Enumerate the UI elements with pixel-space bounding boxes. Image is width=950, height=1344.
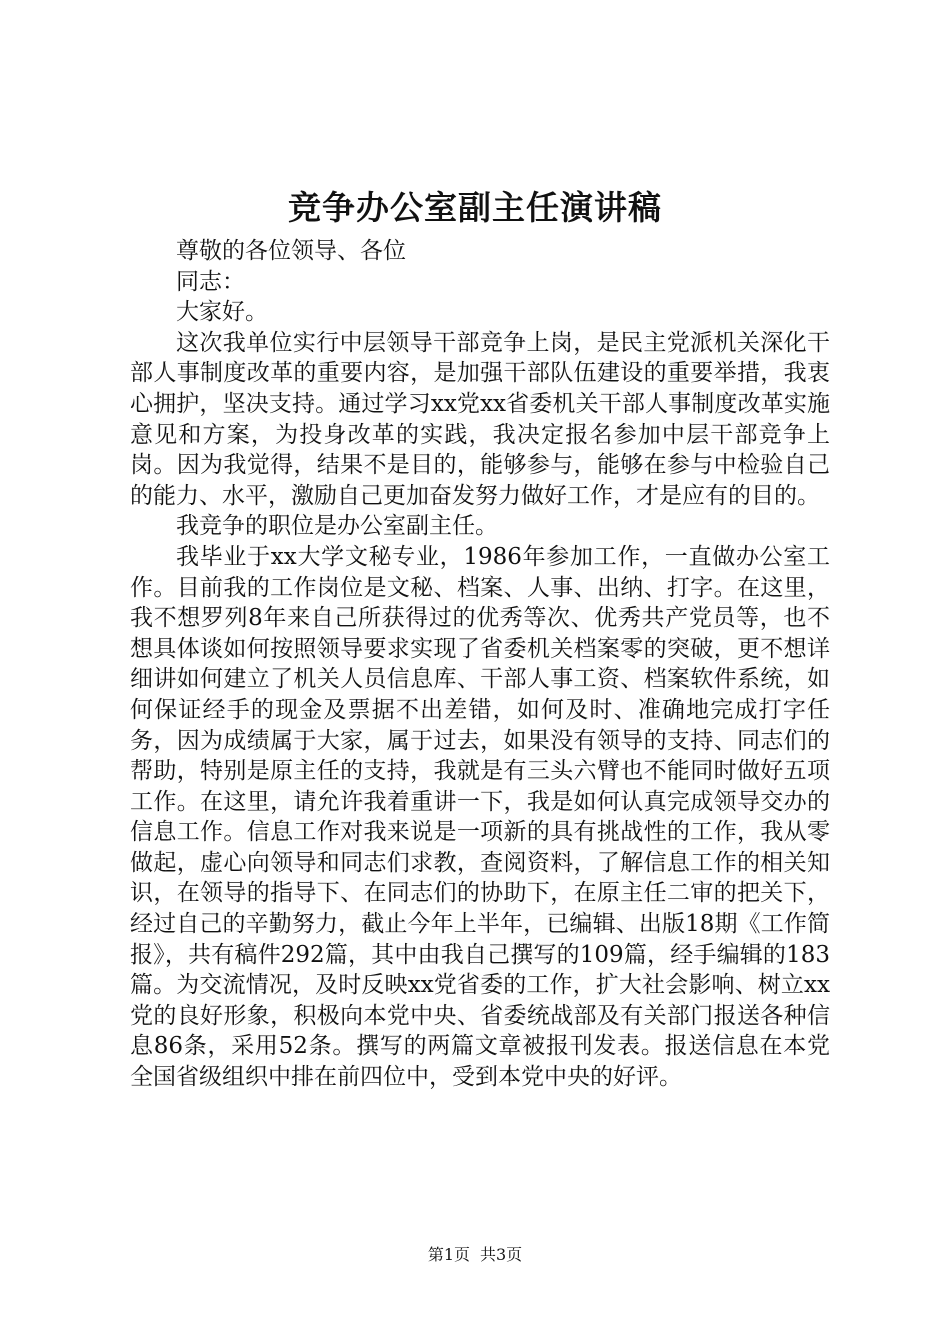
salutation-line-1: 尊敬的各位领导、各位 <box>176 238 406 264</box>
page-number: 第1页 <box>427 1245 470 1264</box>
salutation-line-2: 同志： <box>176 268 245 295</box>
document-body <box>130 236 830 1093</box>
paragraph-position: 我竞争的职位是办公室副主任。 <box>176 513 498 540</box>
paragraph-experience: 我毕业于xx大学文秘专业，1986年参加工作，一直做办公室工作。目前我的工作岗位是文秘、档案、人事、出纳、打字。在这里，我不想罗列8年来自己所获得过的优秀等次、优秀共产党员等，也不想具体谈如何按照领导要求实现了省委机关档案零的突破，更不想详细讲如何建立了机关人员信息库、干部人事工资、档案软件系统，如何保证经手的现金及票据不出差错，如何及时、准确地完成打字任务，因为成绩属于大家，属于过去，如果没有领导的支持、同志们的帮助，特别是原主任的支持，我就是有三头六臂也不能同时做好五项工作。在这里，请允许我着重讲一下，我是如何认真完成领导交办的信息工作。信息工作对我来说是一项新的具有挑战性的工作，我从零做起，虚心向领导和同志们求教，查阅资料，了解信息工作的相关知识，在领导的指导下、在同志们的协助下，在原主任二审的把关下，经过自己的辛勤努力，截止今年上半年，已编辑、出版18期《工作简报》，共有稿件292篇，其中由我自己撰写的109篇，经手编辑的183篇。为交流情况，及时反映xx党省委的工作，扩大社会影响、树立xx党的良好形象，积极向本党中央、省委统战部及有关部门报送各种信息86条，采用52条。撰写的两篇文章被报刊发表。报送信息在本党全国省级组织中排在前四位中，受到本党中央的好评。 <box>130 543 830 1091</box>
document-title: 竞争办公室副主任演讲稿 <box>288 188 662 227</box>
greeting: 大家好。 <box>176 299 268 326</box>
page-total: 共3页 <box>480 1245 523 1264</box>
paragraph-intro: 这次我单位实行中层领导干部竞争上岗，是民主党派机关深化干部人事制度改革的重要内容，是加强干部队伍建设的重要举措，我衷心拥护，坚决支持。通过学习xx党xx省委机关干部人事制度改革实施意见和方案，为投身改革的实践，我决定报名参加中层干部竞争上岗。因为我觉得，结果不是目的，能够参与，能够在参与中检验自己的能力、水平，激励自己更加奋发努力做好工作，才是应有的目的。 <box>130 329 830 509</box>
page-footer <box>0 1244 950 1266</box>
